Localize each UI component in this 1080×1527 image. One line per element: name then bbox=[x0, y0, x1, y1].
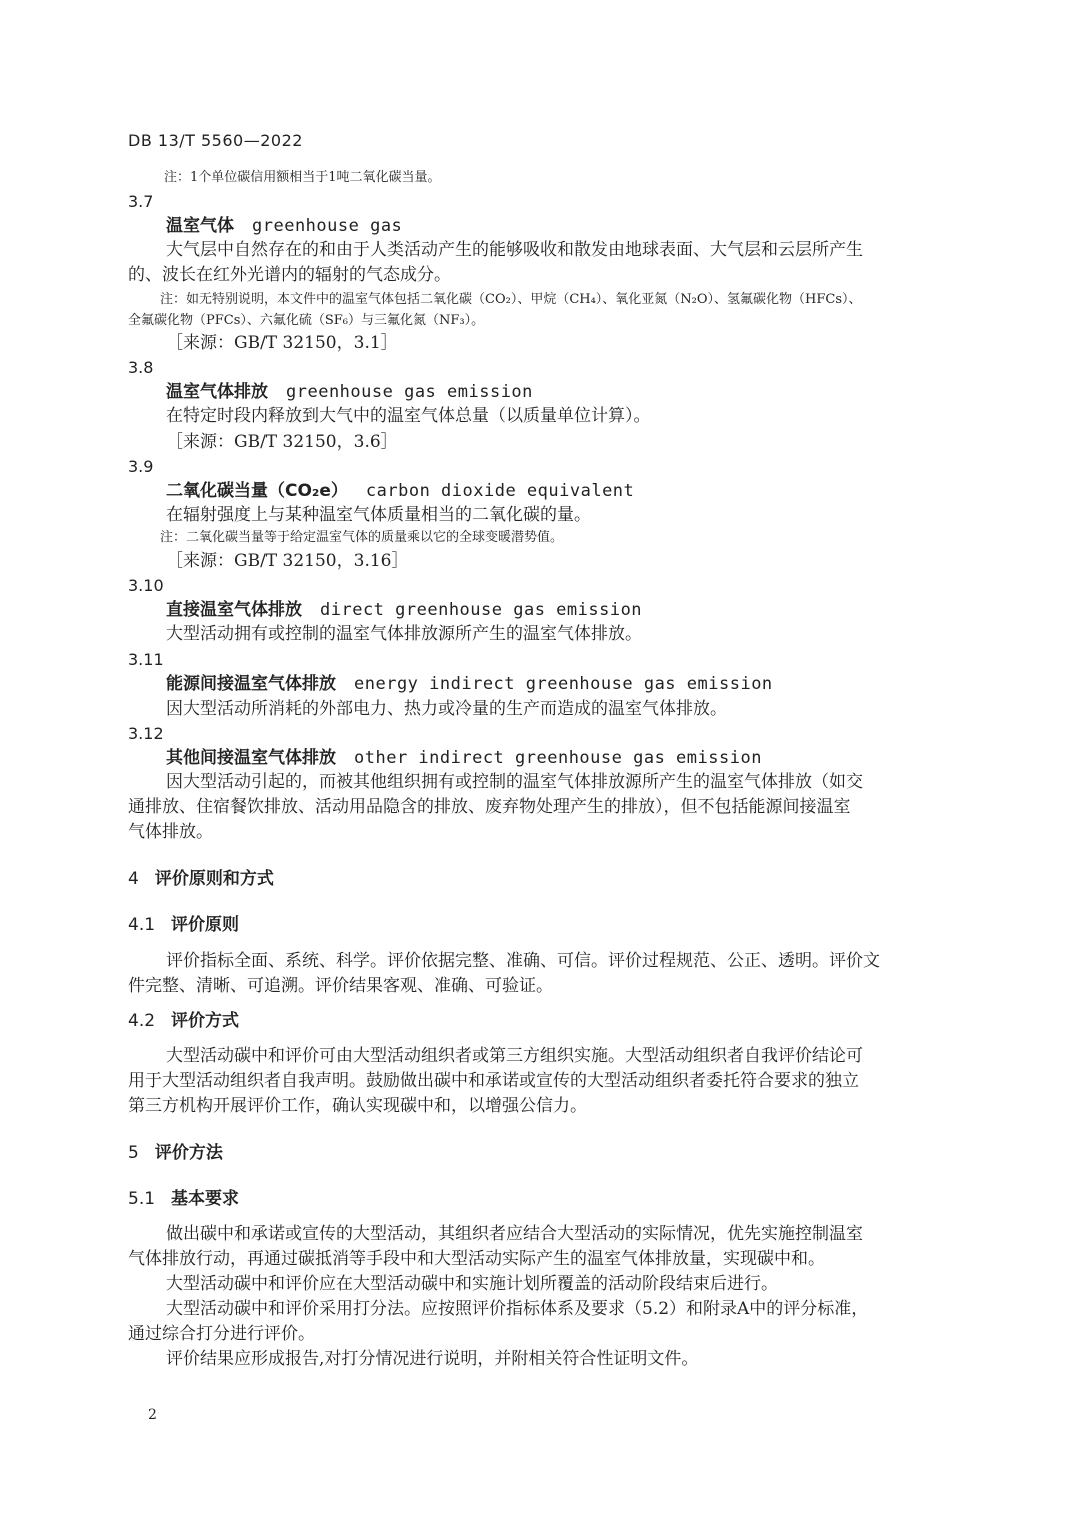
term-zh: 直接温室气体排放 bbox=[166, 600, 302, 620]
section-number: 4.1 bbox=[128, 915, 156, 935]
term-title bbox=[166, 676, 773, 693]
term-note-line: 注：如无特别说明，本文件中的温室气体包括二氧化碳（CO₂）、甲烷（CH₄）、氧化亚氮（N₂O）、氢氟碳化物（HFCs）、 bbox=[160, 292, 862, 307]
term-en: other indirect greenhouse gas emission bbox=[354, 748, 762, 768]
paragraph-line: 做出碳中和承诺或宣传的大型活动，其组织者应结合大型活动的实际情况，优先实施控制温室 bbox=[166, 1224, 863, 1244]
term-number: 3.9 bbox=[128, 457, 154, 476]
section-heading-4 bbox=[128, 871, 274, 888]
carbon-credit-note: 注：1个单位碳信用额相当于1吨二氧化碳当量。 bbox=[164, 170, 441, 185]
section-heading-4-1 bbox=[128, 917, 239, 934]
paragraph-line: 大型活动碳中和评价采用打分法。应按照评价指标体系及要求（5.2）和附录A中的评分标准， bbox=[166, 1299, 869, 1319]
definition-line: 大型活动拥有或控制的温室气体排放源所产生的温室气体排放。 bbox=[166, 624, 642, 644]
definition-line: 通排放、住宿餐饮排放、活动用品隐含的排放、废弃物处理产生的排放），但不包括能源间接温室 bbox=[128, 797, 851, 817]
term-zh: 温室气体排放 bbox=[166, 382, 268, 402]
term-number: 3.11 bbox=[128, 650, 164, 669]
term-note-line: 全氟碳化物（PFCs）、六氟化硫（SF₆）与三氟化氮（NF₃）。 bbox=[128, 313, 485, 328]
definition-line: 的、波长在红外光谱内的辐射的气态成分。 bbox=[128, 265, 451, 285]
section-heading-5 bbox=[128, 1145, 223, 1162]
page-number: 2 bbox=[148, 1407, 157, 1423]
section-title: 基本要求 bbox=[171, 1189, 240, 1209]
section-title: 评价原则和方式 bbox=[154, 869, 274, 889]
term-title bbox=[166, 602, 642, 619]
section-number: 4.2 bbox=[128, 1011, 156, 1031]
term-number: 3.7 bbox=[128, 192, 154, 211]
term-en: greenhouse gas bbox=[252, 216, 403, 236]
definition-line: 在特定时段内释放到大气中的温室气体总量（以质量单位计算）。 bbox=[166, 406, 651, 426]
definition-line: 大气层中自然存在的和由于人类活动产生的能够吸收和散发由地球表面、大气层和云层所产生 bbox=[166, 240, 863, 260]
term-zh: 二氧化碳当量（CO₂e） bbox=[166, 481, 348, 501]
term-zh: 温室气体 bbox=[166, 216, 234, 236]
section-number: 5 bbox=[128, 1143, 139, 1163]
term-note-line: 注：二氧化碳当量等于给定温室气体的质量乘以它的全球变暖潜势值。 bbox=[160, 530, 564, 545]
paragraph-line: 第三方机构开展评价工作，确认实现碳中和，以增强公信力。 bbox=[128, 1096, 587, 1116]
term-title bbox=[166, 218, 402, 235]
section-number: 4 bbox=[128, 869, 139, 889]
term-title bbox=[166, 384, 533, 401]
paragraph-line: 评价结果应形成报告,对打分情况进行说明，并附相关符合性证明文件。 bbox=[166, 1349, 699, 1369]
paragraph-line: 大型活动碳中和评价应在大型活动碳中和实施计划所覆盖的活动阶段结束后进行。 bbox=[166, 1274, 778, 1294]
term-zh: 能源间接温室气体排放 bbox=[166, 674, 336, 694]
section-number: 5.1 bbox=[128, 1189, 156, 1209]
definition-line: 气体排放。 bbox=[128, 822, 213, 842]
term-en: direct greenhouse gas emission bbox=[320, 600, 643, 620]
section-heading-5-1 bbox=[128, 1191, 239, 1208]
term-number: 3.10 bbox=[128, 576, 164, 595]
paragraph-line: 大型活动碳中和评价可由大型活动组织者或第三方组织实施。大型活动组织者自我评价结论可 bbox=[166, 1046, 863, 1066]
definition-line: 因大型活动引起的，而被其他组织拥有或控制的温室气体排放源所产生的温室气体排放（如交 bbox=[166, 772, 863, 792]
term-source: ［来源：GB/T 32150，3.1］ bbox=[166, 333, 398, 353]
paragraph-line: 评价指标全面、系统、科学。评价依据完整、准确、可信。评价过程规范、公正、透明。评价文 bbox=[166, 951, 880, 971]
definition-line: 因大型活动所消耗的外部电力、热力或冷量的生产而造成的温室气体排放。 bbox=[166, 699, 727, 719]
term-source: ［来源：GB/T 32150，3.6］ bbox=[166, 432, 398, 452]
term-zh: 其他间接温室气体排放 bbox=[166, 748, 336, 768]
paragraph-line: 用于大型活动组织者自我声明。鼓励做出碳中和承诺或宣传的大型活动组织者委托符合要求的独立 bbox=[128, 1071, 859, 1091]
paragraph-line: 气体排放行动，再通过碳抵消等手段中和大型活动实际产生的温室气体排放量，实现碳中和。 bbox=[128, 1249, 825, 1269]
term-title bbox=[166, 750, 762, 767]
term-en: carbon dioxide equivalent bbox=[365, 481, 635, 501]
term-source: ［来源：GB/T 32150，3.16］ bbox=[166, 551, 409, 571]
definition-line: 在辐射强度上与某种温室气体质量相当的二氧化碳的量。 bbox=[166, 505, 591, 525]
term-title bbox=[166, 483, 634, 500]
term-number: 3.8 bbox=[128, 358, 154, 377]
term-number: 3.12 bbox=[128, 724, 164, 743]
section-title: 评价原则 bbox=[171, 915, 240, 935]
term-en: energy indirect greenhouse gas emission bbox=[354, 674, 773, 694]
section-title: 评价方式 bbox=[171, 1011, 240, 1031]
term-en: greenhouse gas emission bbox=[286, 382, 533, 402]
section-title: 评价方法 bbox=[154, 1143, 223, 1163]
paragraph-line: 通过综合打分进行评价。 bbox=[128, 1324, 315, 1344]
document-number: DB 13/T 5560—2022 bbox=[128, 131, 303, 150]
section-heading-4-2 bbox=[128, 1013, 239, 1030]
paragraph-line: 件完整、清晰、可追溯。评价结果客观、准确、可验证。 bbox=[128, 976, 553, 996]
